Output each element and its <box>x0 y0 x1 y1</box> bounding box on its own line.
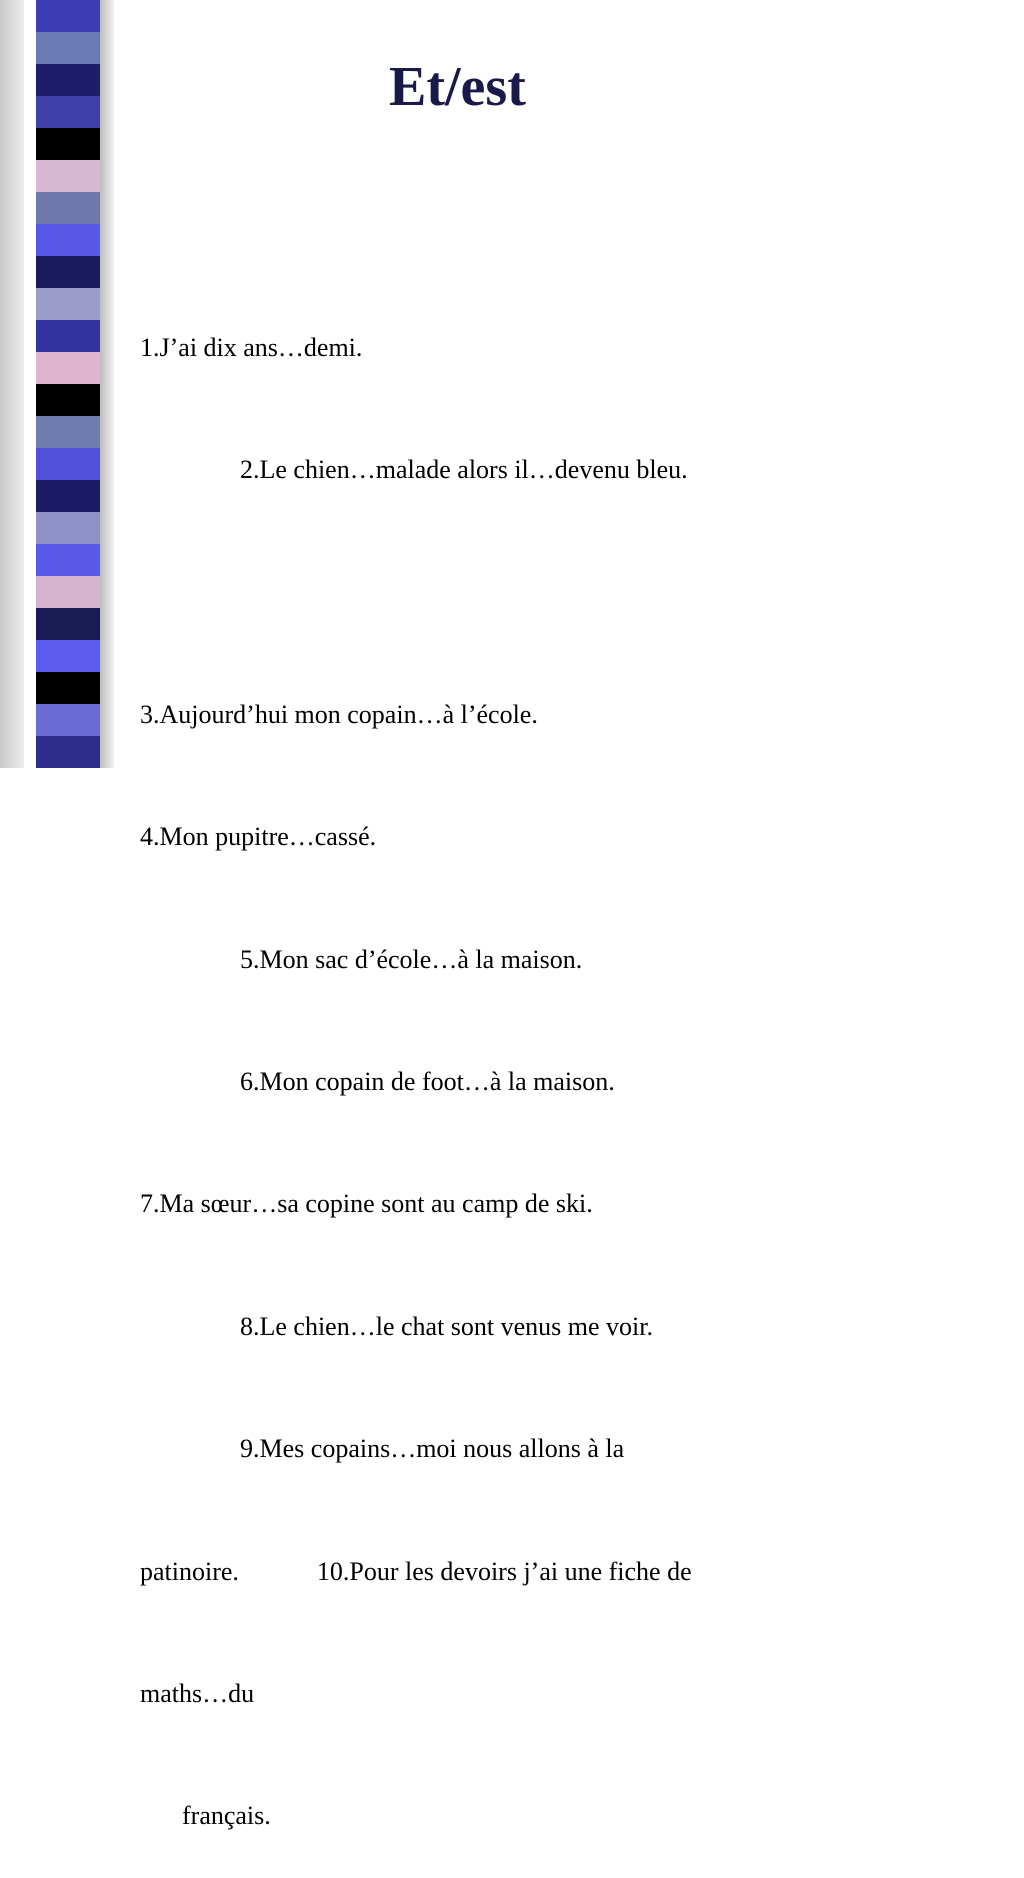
exercise-line-2: 2.Le chien…malade alors il…devenu bleu. <box>240 454 688 484</box>
blank-line <box>140 572 880 613</box>
exercise-line-1: 1.J’ai dix ans…demi. <box>140 332 363 362</box>
stripe-band <box>36 128 100 160</box>
stripe-band <box>36 0 100 32</box>
exercise-list <box>140 246 880 1878</box>
stripe-band <box>36 384 100 416</box>
exercise-line-10-cont: maths…du <box>140 1678 255 1708</box>
exercise-line-7: 7.Ma sœur…sa copine sont au camp de ski. <box>140 1189 593 1219</box>
exercise-line-3: 3.Aujourd’hui mon copain…à l’école. <box>140 699 538 729</box>
exercise-line-9-10-wrap: patinoire. 10.Pour les devoirs j’ai une fiche de <box>140 1556 692 1586</box>
stripe-band <box>36 224 100 256</box>
stripe-band <box>36 608 100 640</box>
stripe-band <box>36 480 100 512</box>
slide-title: Et/est <box>389 56 526 118</box>
exercise-line-10-end: français. <box>182 1801 271 1831</box>
exercise-line-9: 9.Mes copains…moi nous allons à la <box>240 1434 625 1464</box>
exercise-line-4: 4.Mon pupitre…cassé. <box>140 822 377 852</box>
stripe-band <box>36 352 100 384</box>
exercise-line-6: 6.Mon copain de foot…à la maison. <box>240 1066 615 1096</box>
stripe-band <box>36 736 100 768</box>
stripe-band <box>36 544 100 576</box>
stripe-band <box>36 576 100 608</box>
stripe-band <box>36 704 100 736</box>
decorative-stripe-bar <box>36 0 100 768</box>
stripe-band <box>36 192 100 224</box>
stripe-band <box>36 160 100 192</box>
stripe-band <box>36 288 100 320</box>
stripe-band <box>36 256 100 288</box>
stripe-band <box>36 320 100 352</box>
stripe-band <box>36 640 100 672</box>
stripe-band <box>36 448 100 480</box>
stripe-band <box>36 416 100 448</box>
stripe-band <box>36 96 100 128</box>
stripe-band <box>36 512 100 544</box>
slide-left-shadow <box>0 0 24 768</box>
stripe-band <box>36 672 100 704</box>
stripe-band <box>36 64 100 96</box>
exercise-line-8: 8.Le chien…le chat sont venus me voir. <box>240 1311 654 1341</box>
stripe-band <box>36 32 100 64</box>
exercise-line-5: 5.Mon sac d’école…à la maison. <box>240 944 583 974</box>
